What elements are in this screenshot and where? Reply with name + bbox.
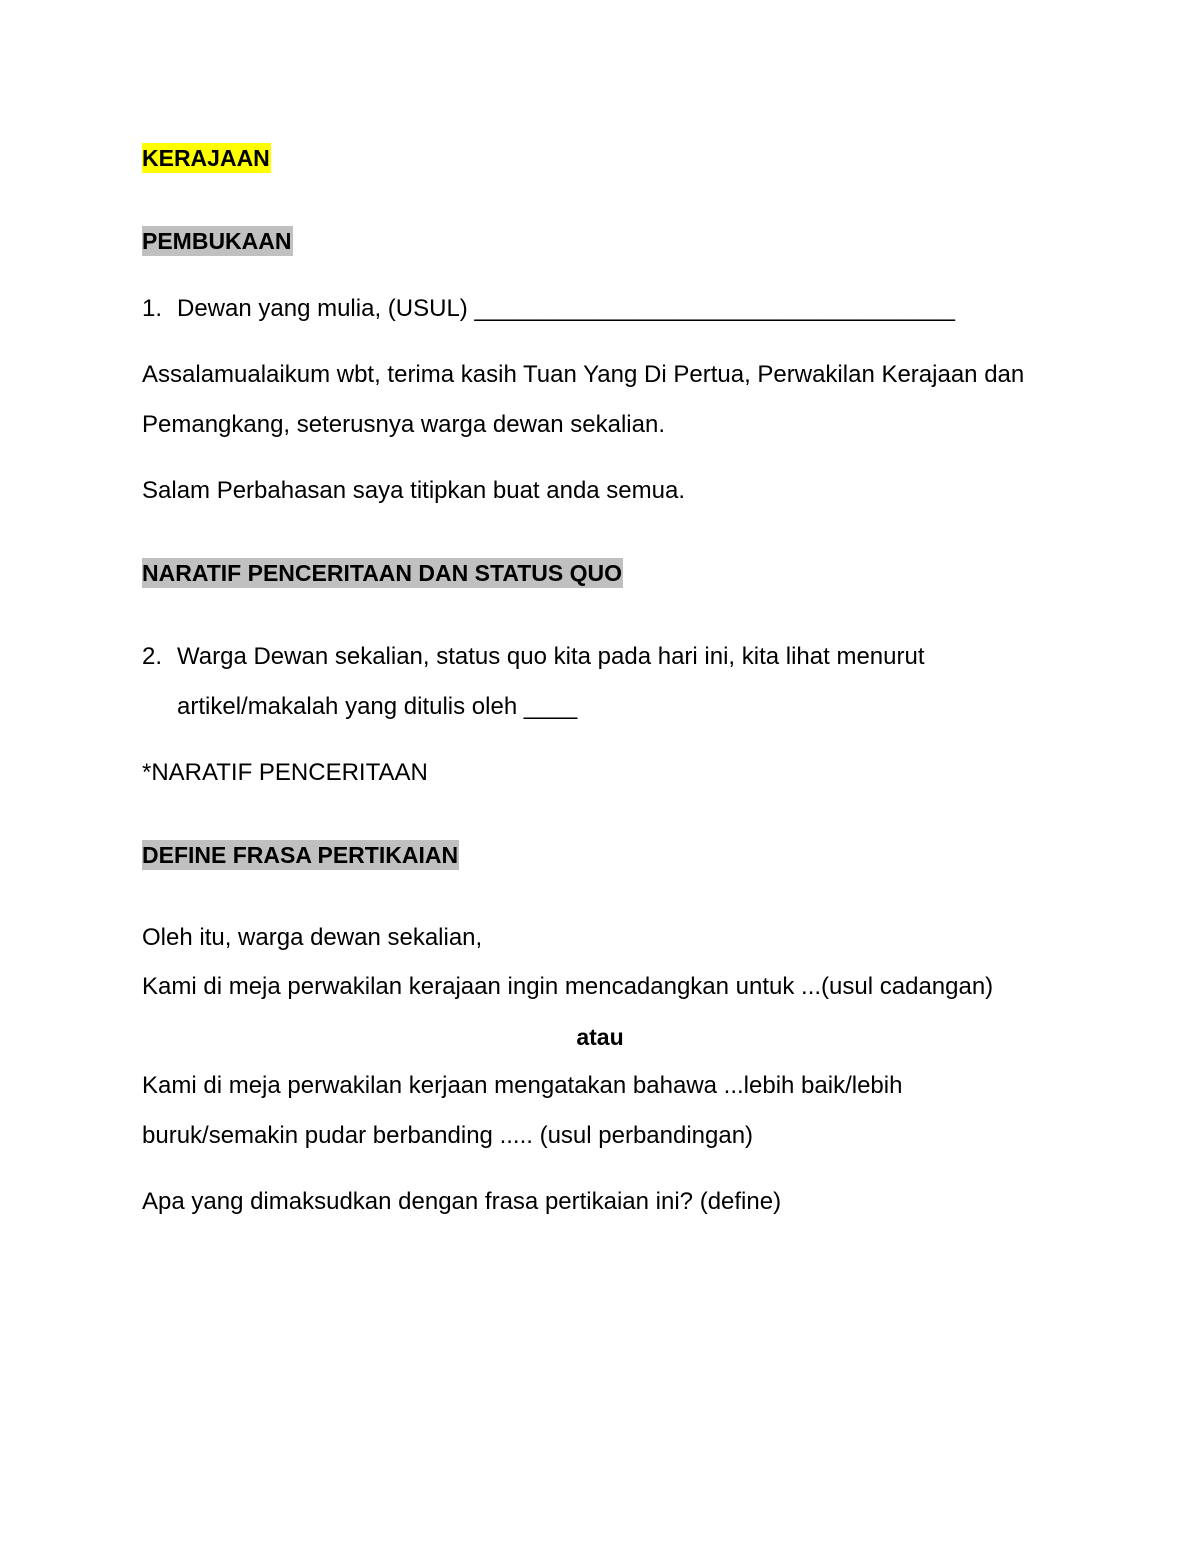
title-kerajaan: KERAJAAN [142, 145, 270, 171]
heading-pembukaan: PEMBUKAAN [142, 228, 292, 254]
define-line2: Kami di meja perwakilan kerajaan ingin mencadangkan untuk ...(usul cadangan) [142, 973, 994, 1000]
paragraph-greeting-line2: Pemangkang, seterusnya warga dewan sekalian. [142, 411, 665, 438]
list-text-2-line2: artikel/makalah yang ditulis oleh ____ [177, 693, 578, 720]
document-title [142, 143, 271, 174]
heading-naratif: NARATIF PENCERITAAN DAN STATUS QUO [142, 560, 623, 586]
paragraph-salam: Salam Perbahasan saya titipkan buat anda semua. [142, 477, 686, 504]
list-number-2: 2. [142, 643, 163, 670]
paragraph-greeting-line1: Assalamualaikum wbt, terima kasih Tuan Yang Di Pertua, Perwakilan Kerajaan dan [142, 361, 1025, 388]
note-naratif: *NARATIF PENCERITAAN [142, 759, 428, 786]
section-heading-pembukaan [142, 226, 293, 257]
define-line3: Kami di meja perwakilan kerjaan mengatakan bahawa ...lebih baik/lebih [142, 1072, 903, 1099]
atau-label: atau [576, 1024, 624, 1050]
define-line1: Oleh itu, warga dewan sekalian, [142, 924, 483, 951]
section-heading-define [142, 840, 459, 871]
list-text-2-line1: Warga Dewan sekalian, status quo kita pada hari ini, kita lihat menurut [177, 643, 925, 670]
list-number-1: 1. [142, 295, 163, 322]
list-text-1: Dewan yang mulia, (USUL) ____________________________________ [177, 295, 955, 322]
heading-define: DEFINE FRASA PERTIKAIAN [142, 842, 459, 868]
section-heading-naratif [142, 558, 623, 589]
define-line5: Apa yang dimaksudkan dengan frasa pertikaian ini? (define) [142, 1188, 782, 1215]
define-line4: buruk/semakin pudar berbanding ..... (usul perbandingan) [142, 1122, 754, 1149]
